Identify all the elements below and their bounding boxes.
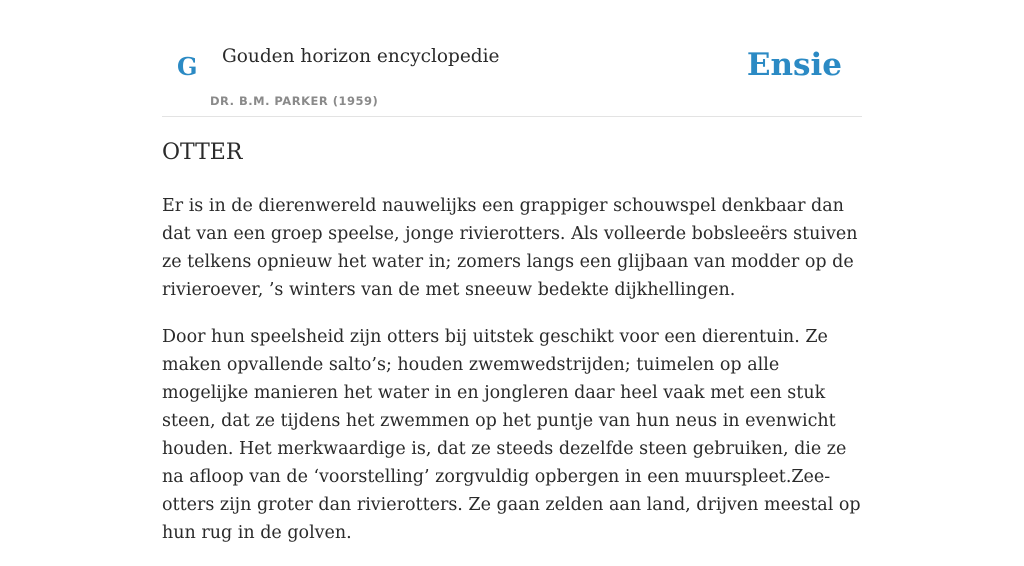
entry-paragraph: Door hun speelsheid zijn otters bij uitstek geschikt voor een dierentuin. Ze maken opvallende salto’s; houden zwemwedstrijden; tuimelen op alle mogelijke manieren het water in en jongleren daar heel vaak met een stuk steen, dat ze tijdens het zwemmen op het puntje van hun neus in evenwicht houden. Het merkwaardige is, dat ze steeds dezelfde steen gebruiken, die ze na afloop van de ‘voorstelling’ zorgvuldig opbergen in een muurspleet.Zee-otters zijn groter dan rivierotters. Ze gaan zelden aan land, drijven meestal op hun rug in de golven. <box>162 327 861 543</box>
entry-paragraph: Er is in de dierenwereld nauwelijks een grappiger schouwspel denkbaar dan dat van een groep speelse, jonge rivierotters. Als volleerde bobsleeërs stuiven ze telkens opnieuw het water in; zomers langs een glijbaan van modder op de rivieroever, ’s winters van de met sneeuw bedekte dijkhellingen. <box>162 196 858 300</box>
entry-content <box>162 192 862 566</box>
book-title-link[interactable]: Gouden horizon encyclopedie <box>222 46 500 67</box>
brand-logo-link[interactable]: Ensie <box>746 47 842 83</box>
book-author: DR. B.M. PARKER (1959) <box>210 94 379 108</box>
entry-title: OTTER <box>162 140 243 165</box>
source-header <box>162 0 862 117</box>
book-logo-icon[interactable]: G <box>177 52 198 81</box>
